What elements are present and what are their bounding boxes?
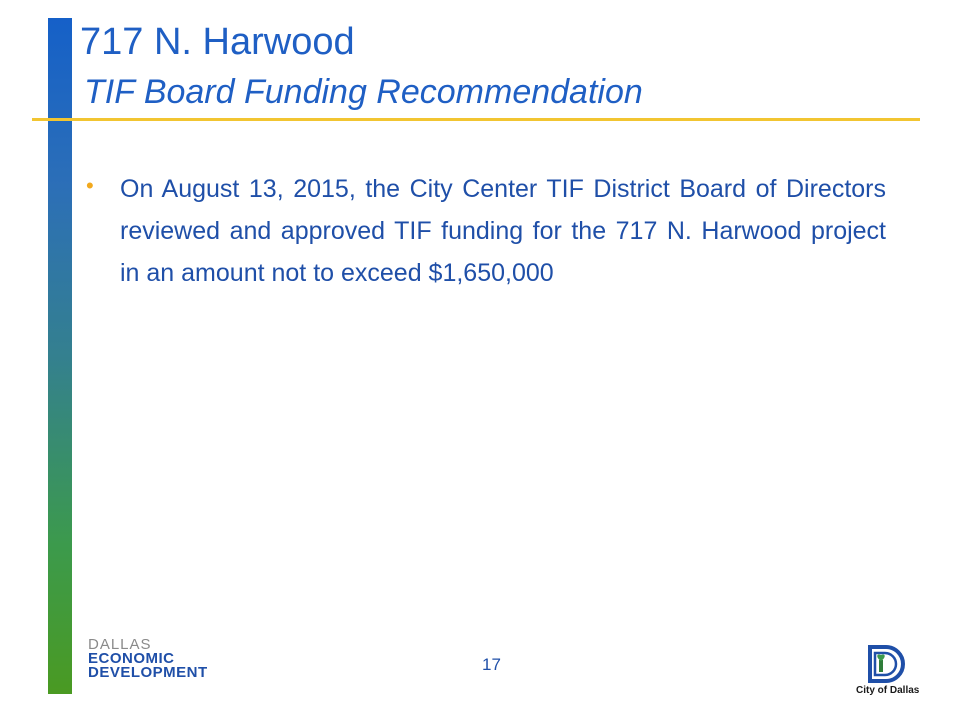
logo-line-dallas: DALLAS — [88, 636, 152, 653]
city-of-dallas-logo — [856, 644, 920, 700]
slide-title: 717 N. Harwood — [80, 21, 355, 63]
logo-line-development: DEVELOPMENT — [88, 664, 208, 681]
title-divider — [32, 118, 920, 121]
city-of-dallas-emblem-icon — [864, 644, 908, 684]
page-number: 17 — [482, 655, 501, 674]
slide-subtitle: TIF Board Funding Recommendation — [84, 73, 643, 111]
bullet-text: On August 13, 2015, the City Center TIF District Board of Directors reviewed and approved TIF funding for the 717 N. Harwood project in an amount not to exceed $1,650,000 — [120, 175, 886, 287]
logo-line-economic: ECONOMIC — [88, 650, 175, 667]
city-of-dallas-label: City of Dallas — [856, 685, 920, 696]
bullet-marker: • — [86, 173, 94, 198]
dallas-economic-development-logo — [88, 638, 208, 680]
